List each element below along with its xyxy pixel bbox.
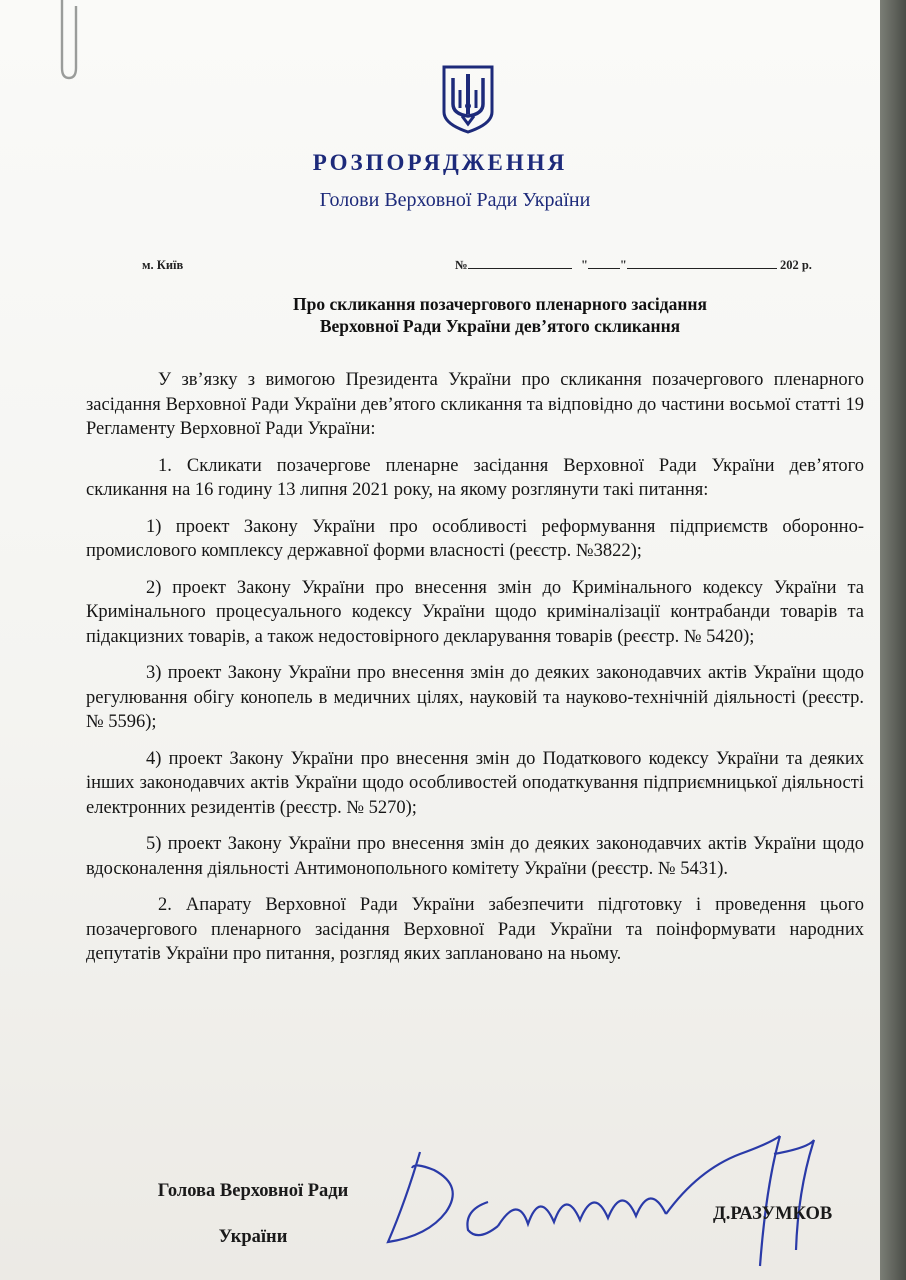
document-title: РОЗПОРЯДЖЕННЯ: [312, 150, 568, 175]
date-quote-open: ": [580, 258, 588, 272]
paperclip-icon: [56, 0, 82, 82]
heading-line-2: Верховної Ради України дев’ятого скликання: [319, 316, 681, 336]
subitem-1: 1) проект Закону України про особливості реформування підприємств оборонно-промислового комплексу державної форми власності (реєстр. №3822);: [86, 516, 864, 561]
handwritten-signature: [368, 1130, 848, 1270]
document-heading: [0, 293, 906, 337]
item-2: 2. Апарату Верховної Ради України забезпечити підготовку і проведення цього позачергового пленарного засідання Верховної Ради України та поінформувати народних депутатів України про питання, розгляд яких заплановано на ньому.: [86, 895, 864, 964]
signer-name: Д.РАЗУМКОВ: [713, 1204, 833, 1224]
year-suffix: 202 р.: [779, 258, 812, 272]
subitem-5: 5) проект Закону України про внесення змін до деяких законодавчих актів України щодо вдосконалення діяльності Антимонопольного комітету України (реєстр. № 5431).: [86, 834, 864, 879]
signer-title-line-2: України: [218, 1227, 288, 1247]
intro-paragraph: У зв’язку з вимогою Президента України про скликання позачергового пленарного засідання Верховної Ради України дев’ятого скликання та відповідно до частини восьмої статті 19 Регламенту Верховної Ради України:: [86, 370, 864, 439]
page-edge-background: [880, 0, 906, 1280]
number-label: №: [455, 258, 468, 272]
document-subtitle: Голови Верховної Ради України: [319, 189, 591, 211]
signer-title-line-1: Голова Верховної Ради: [157, 1181, 349, 1201]
document-body: [86, 368, 864, 979]
city-label: м. Київ: [142, 258, 184, 272]
date-quote-close: ": [619, 258, 627, 272]
heading-line-1: Про скликання позачергового пленарного засідання: [293, 294, 707, 314]
subitem-2: 2) проект Закону України про внесення змін до Кримінального кодексу України та Кримінального процесуального кодексу України щодо криміналізації контрабанди товарів та підакцизних товарів, а також недостовірного декларування товарів (реєстр. № 5420);: [86, 577, 864, 647]
subitem-4: 4) проект Закону України про внесення змін до Податкового кодексу України та деяких інших законодавчих актів України щодо особливостей оподаткування підприємницької діяльності електронних резидентів (реєстр. № 5270);: [86, 748, 864, 818]
subitem-3: 3) проект Закону України про внесення змін до деяких законодавчих актів України щодо регулювання обігу конопель в медичних цілях, науковій та науково-технічній діяльності (реєстр. № 5596);: [86, 663, 864, 732]
number-date-line: [455, 258, 812, 273]
item-1: 1. Скликати позачергове пленарне засідання Верховної Ради України дев’ятого скликання на 16 годину 13 липня 2021 року, на якому розглянути такі питання:: [86, 455, 864, 500]
trident-emblem-icon: [441, 64, 495, 134]
signer-title: [126, 1168, 380, 1260]
